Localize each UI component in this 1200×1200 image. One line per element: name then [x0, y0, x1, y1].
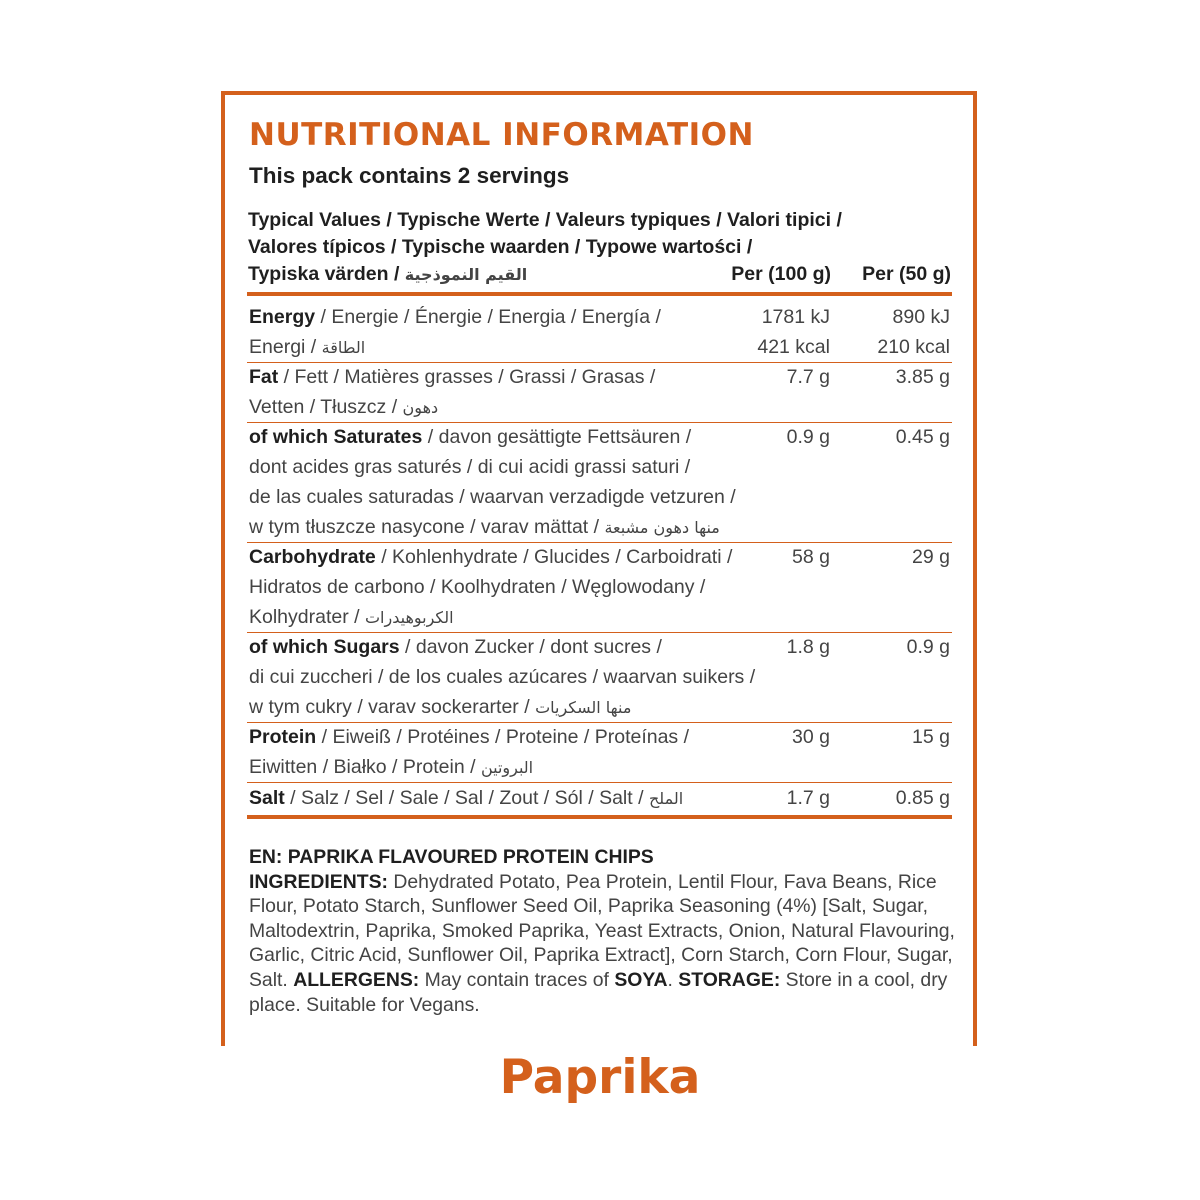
energy-kcal-100g: 421 kcal	[757, 336, 830, 358]
saturates-100g: 0.9 g	[786, 426, 830, 448]
saturates-label-bold: of which Saturates	[249, 426, 423, 448]
protein-label-line-1	[249, 722, 949, 752]
fat-label-line-1	[249, 362, 949, 392]
carbohydrate-label-bold: Carbohydrate	[249, 546, 376, 568]
saturates-50g: 0.45 g	[895, 426, 950, 448]
salt-100g: 1.7 g	[786, 787, 830, 809]
sugars-label-line-1	[249, 632, 949, 662]
salt-label-rest: / Salz / Sel / Sale / Sal / Zout / Sól / Salt /	[284, 787, 649, 809]
energy-label-line-2-text: Energi /	[249, 336, 322, 358]
protein-100g: 30 g	[792, 726, 830, 748]
energy-label-line-1	[249, 302, 949, 332]
energy-label-line-2	[249, 332, 949, 362]
protein-label-rest: / Eiweiß / Protéines / Proteine / Proteínas /	[316, 726, 690, 748]
protein-label-line-2	[249, 752, 949, 782]
column-header-50g: Per (50 g)	[862, 263, 951, 285]
carbohydrate-label-line-3-text: Kolhydrater /	[249, 606, 365, 628]
flavour-name: Paprika	[499, 1050, 701, 1105]
fat-100g: 7.7 g	[786, 366, 830, 388]
allergen-soya: SOYA	[614, 968, 668, 991]
nutrition-title: NUTRITIONAL INFORMATION	[249, 117, 754, 153]
salt-50g: 0.85 g	[895, 787, 950, 809]
ingredients-text: Dehydrated Potato, Pea Protein, Lentil Flour, Fava Beans, Rice Flour, Potato Starch, Sunflower Seed Oil, Paprika Seasoning (4%) [Salt, Sugar, Maltodextrin, Paprika, Smoked Paprika, Yeast Extracts, Onion, Natural Flavouring, Garlic, Citric Acid, Sunflower Oil, Paprika Extract], Corn Starch, Corn Flour, Sugar, Salt.	[249, 870, 955, 991]
column-header-100g: Per (100 g)	[731, 263, 831, 285]
saturates-label-line-2: dont acides gras saturés / di cui acidi grassi saturi /	[249, 456, 691, 478]
energy-arabic: الطاقة	[321, 338, 366, 357]
ingredients-label: INGREDIENTS:	[249, 870, 388, 893]
saturates-label-line-4-text: w tym tłuszcze nasycone / varav mättat /	[249, 516, 605, 538]
carbohydrate-100g: 58 g	[792, 546, 830, 568]
salt-label-line-1	[249, 783, 949, 813]
energy-kj-100g: 1781 kJ	[761, 306, 830, 328]
allergens-end: .	[667, 968, 679, 991]
fat-label-line-2-text: Vetten / Tłuszcz /	[249, 396, 403, 418]
sugars-label-line-2: di cui zuccheri / de los cuales azúcares / waarvan suikers /	[249, 666, 756, 688]
sugars-label-line-3-text: w tym cukry / varav sockerarter /	[249, 696, 536, 718]
fat-arabic: دهون	[402, 398, 439, 417]
carbohydrate-arabic: الكربوهيدرات	[364, 608, 454, 627]
energy-label-bold: Energy	[249, 306, 316, 328]
sugars-label-rest: / davon Zucker / dont sucres /	[399, 636, 662, 658]
protein-label-bold: Protein	[249, 726, 317, 748]
storage-label: STORAGE:	[678, 968, 781, 991]
sugars-100g: 1.8 g	[786, 636, 830, 658]
header-divider	[247, 292, 952, 296]
ingredients-paragraph	[249, 870, 959, 1018]
fat-label-rest: / Fett / Matières grasses / Grassi / Grasas /	[278, 366, 656, 388]
saturates-arabic: منها دهون مشبعة	[604, 518, 720, 537]
saturates-label-line-1	[249, 422, 949, 452]
fat-label-line-2	[249, 392, 949, 422]
protein-arabic: البروتين	[480, 758, 534, 777]
energy-kj-50g: 890 kJ	[892, 306, 950, 328]
saturates-label-rest: / davon gesättigte Fettsäuren /	[422, 426, 692, 448]
ingredients-block	[249, 845, 959, 1017]
salt-label-bold: Salt	[249, 787, 285, 809]
carbohydrate-label-line-2: Hidratos de carbono / Koolhydraten / Węglowodany /	[249, 576, 706, 598]
protein-50g: 15 g	[912, 726, 950, 748]
header-line-2: Valores típicos / Typische waarden / Typowe wartości /	[248, 236, 753, 258]
sugars-label-bold: of which Sugars	[249, 636, 400, 658]
protein-label-line-2-text: Eiwitten / Białko / Protein /	[249, 756, 481, 778]
header-arabic: القيم النموذجية	[404, 265, 528, 284]
sugars-arabic: منها السكريات	[535, 698, 632, 717]
allergens-text: May contain traces of	[419, 968, 615, 991]
saturates-label-line-4	[249, 512, 949, 542]
table-bottom-divider	[247, 815, 952, 819]
sugars-50g: 0.9 g	[906, 636, 950, 658]
carbohydrate-50g: 29 g	[912, 546, 950, 568]
header-line-1: Typical Values / Typische Werte / Valeurs typiques / Valori tipici /	[248, 209, 842, 231]
fat-label-bold: Fat	[249, 366, 279, 388]
saturates-label-line-3: de las cuales saturadas / waarvan verzadigde vetzuren /	[249, 486, 736, 508]
sugars-label-line-3	[249, 692, 949, 722]
allergens-label: ALLERGENS:	[293, 968, 420, 991]
header-line-3-text: Typiska värden /	[248, 263, 400, 285]
carbohydrate-label-rest: / Kohlenhydrate / Glucides / Carboidrati /	[375, 546, 733, 568]
product-name: EN: PAPRIKA FLAVOURED PROTEIN CHIPS	[249, 846, 654, 868]
salt-arabic: الملح	[648, 789, 684, 808]
fat-50g: 3.85 g	[895, 366, 950, 388]
energy-kcal-50g: 210 kcal	[877, 336, 950, 358]
energy-label-rest: / Energie / Énergie / Energia / Energía /	[315, 306, 661, 328]
carbohydrate-label-line-1	[249, 542, 949, 572]
carbohydrate-label-line-3	[249, 602, 949, 632]
servings-text: This pack contains 2 servings	[249, 163, 570, 188]
header-line-3	[248, 260, 953, 288]
storage-text: Store in a cool, dry place. Suitable for Vegans.	[249, 968, 948, 1016]
